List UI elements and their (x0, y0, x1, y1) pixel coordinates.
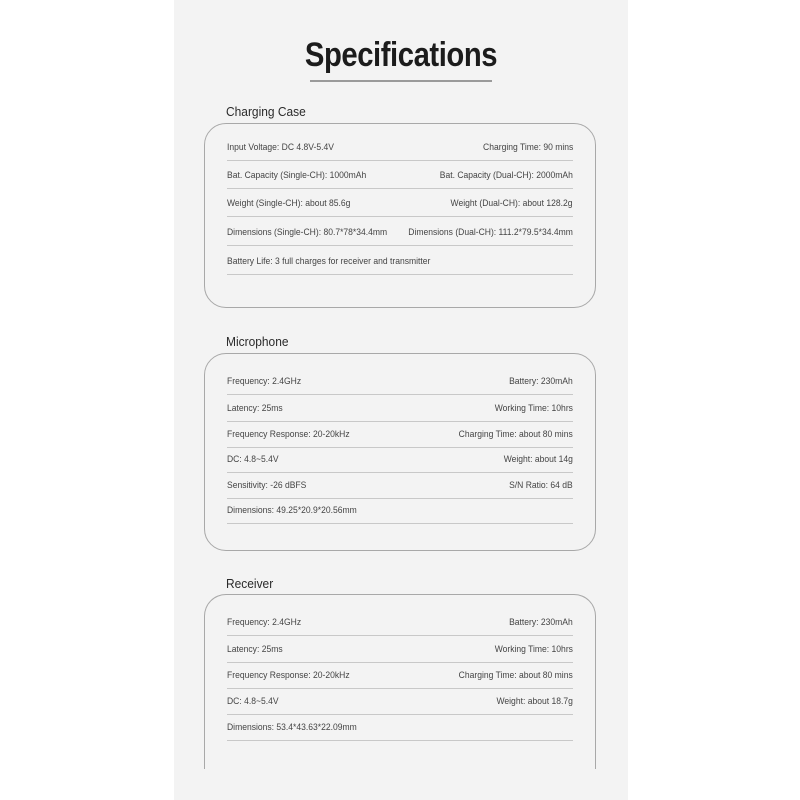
spec-left: Latency: 25ms (227, 644, 283, 655)
spec-row (227, 421, 573, 448)
spec-left: Frequency Response: 20-20kHz (227, 429, 350, 440)
spec-right: S/N Ratio: 64 dB (509, 480, 573, 491)
page-title: Specifications (304, 36, 498, 74)
spec-right: Charging Time: about 80 mins (458, 429, 573, 440)
spec-right: Working Time: 10hrs (494, 644, 573, 655)
spec-row (227, 248, 573, 275)
spec-left: Bat. Capacity (Single-CH): 1000mAh (227, 170, 367, 181)
spec-right: Weight: about 18.7g (496, 696, 573, 707)
spec-row (227, 636, 573, 663)
spec-right: Weight (Dual-CH): about 128.2g (451, 198, 573, 209)
microphone-card (204, 353, 596, 551)
spec-row (227, 472, 573, 499)
spec-row (227, 609, 573, 636)
spec-row (227, 395, 573, 422)
spec-left: Sensitivity: -26 dBFS (227, 480, 307, 491)
title-underline (310, 80, 492, 82)
spec-row (227, 162, 573, 189)
spec-right: Working Time: 10hrs (494, 403, 573, 414)
spec-row (227, 368, 573, 395)
spec-right: Bat. Capacity (Dual-CH): 2000mAh (439, 170, 573, 181)
section-label-microphone: Microphone (226, 334, 289, 349)
spec-panel (174, 0, 628, 800)
spec-left: DC: 4.8~5.4V (227, 696, 279, 707)
charging-case-card (204, 123, 596, 308)
spec-right: Battery: 230mAh (509, 617, 573, 628)
spec-row (227, 219, 573, 246)
spec-left: Frequency: 2.4GHz (227, 617, 302, 628)
spec-row (227, 134, 573, 161)
spec-left: Dimensions: 49.25*20.9*20.56mm (227, 505, 357, 516)
spec-row (227, 190, 573, 217)
spec-left: Latency: 25ms (227, 403, 283, 414)
spec-left: Frequency: 2.4GHz (227, 376, 302, 387)
spec-row (227, 662, 573, 689)
spec-right: Charging Time: about 80 mins (458, 670, 573, 681)
spec-row (227, 688, 573, 715)
spec-left: Battery Life: 3 full charges for receiver and transmitter (227, 256, 431, 267)
section-label-charging-case: Charging Case (226, 104, 306, 119)
spec-left: Dimensions (Single-CH): 80.7*78*34.4mm (227, 227, 388, 238)
spec-right: Battery: 230mAh (509, 376, 573, 387)
spec-left: DC: 4.8~5.4V (227, 454, 279, 465)
spec-right: Charging Time: 90 mins (482, 142, 573, 153)
spec-row (227, 714, 573, 741)
spec-row (227, 446, 573, 473)
spec-left: Weight (Single-CH): about 85.6g (227, 198, 351, 209)
spec-left: Dimensions: 53.4*43.63*22.09mm (227, 722, 357, 733)
section-label-receiver: Receiver (226, 576, 274, 591)
receiver-card (204, 594, 596, 769)
spec-left: Frequency Response: 20-20kHz (227, 670, 350, 681)
spec-row (227, 497, 573, 524)
spec-left: Input Voltage: DC 4.8V-5.4V (227, 142, 334, 153)
spec-right: Dimensions (Dual-CH): 111.2*79.5*34.4mm (408, 227, 573, 238)
spec-right: Weight: about 14g (503, 454, 573, 465)
